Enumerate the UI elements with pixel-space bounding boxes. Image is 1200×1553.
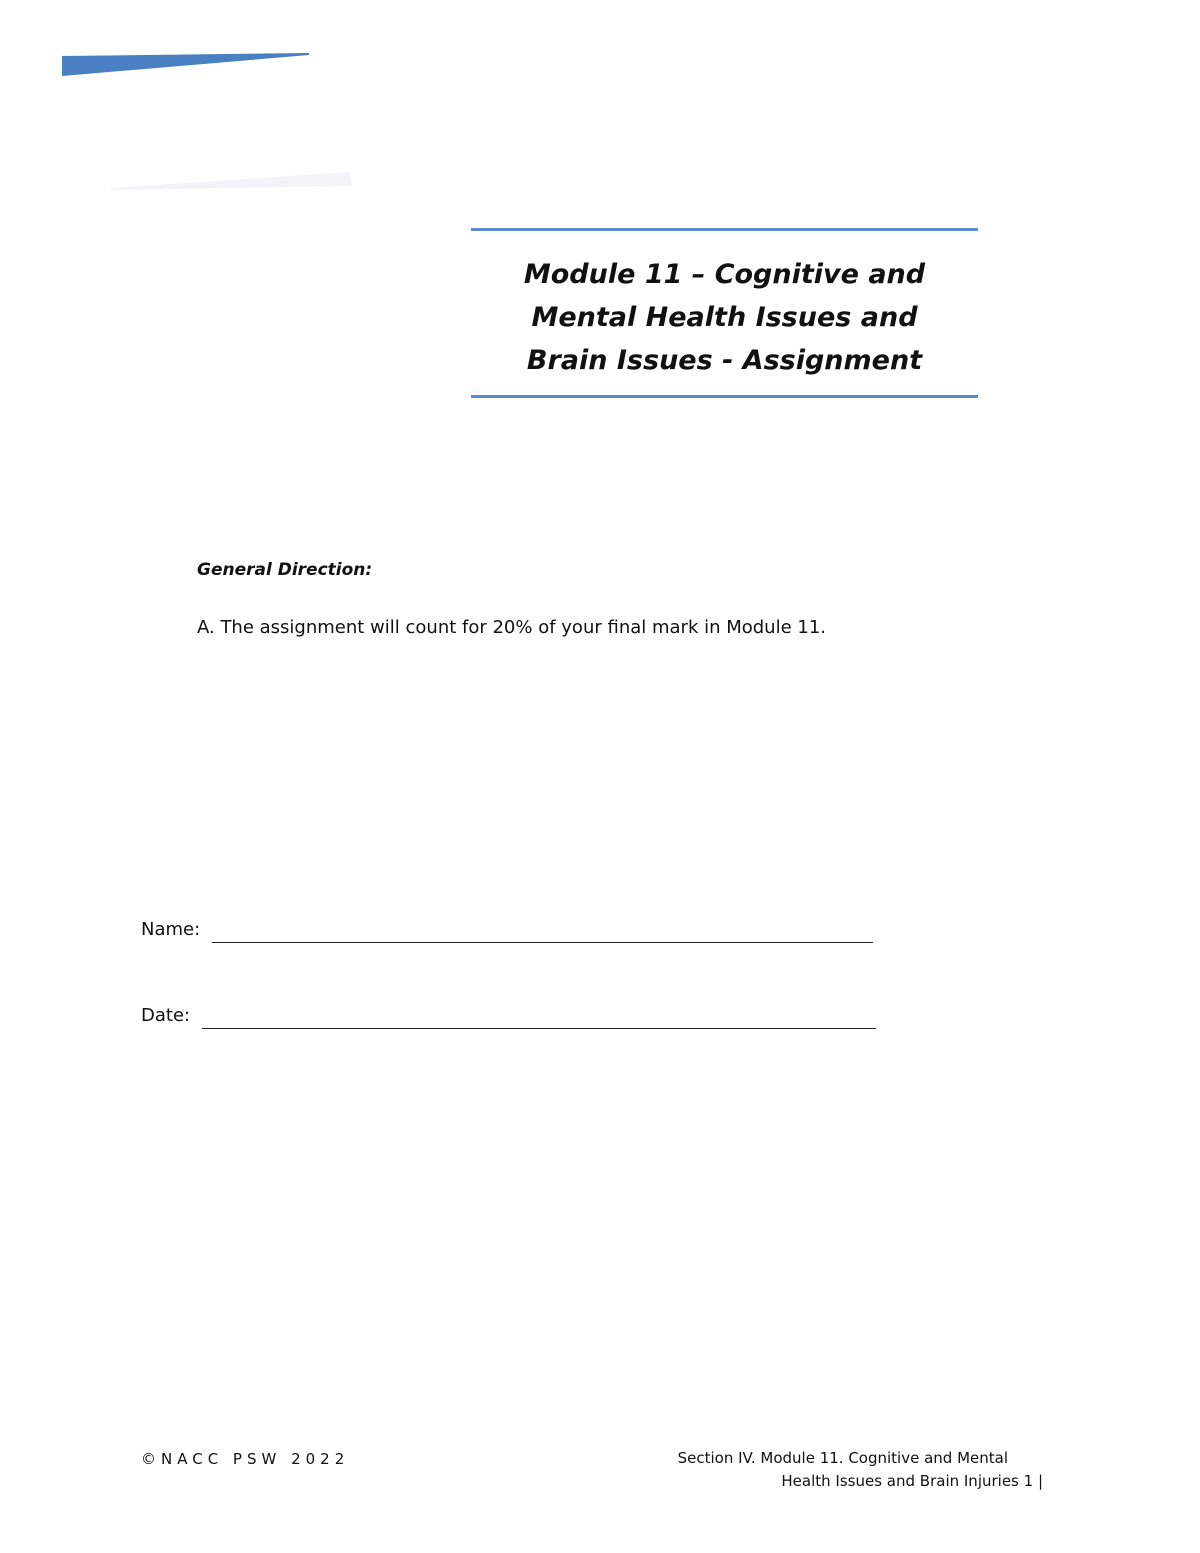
footer-section-line: Section IV. Module 11. Cognitive and Mental [677,1449,1008,1467]
header-banner-graphic [0,0,400,200]
document-title [471,253,978,382]
date-field-row [141,1003,876,1029]
footer-section-info [623,1447,1043,1493]
direction-item: A. The assignment will count for 20% of your final mark in Module 11. [197,617,827,638]
name-blank-line[interactable] [212,920,873,943]
footer-page-line: Health Issues and Brain Injuries 1 | [781,1472,1043,1490]
banner-stripe-shape [62,53,309,76]
banner-faint-stripe-shape [110,172,352,190]
name-field-row [141,917,873,943]
name-label: Name: [141,919,201,940]
title-line: Module 11 – Cognitive and [523,259,926,290]
title-box [471,228,978,398]
title-line: Brain Issues - Assignment [526,345,923,376]
general-direction-heading: General Direction: [197,560,373,580]
date-blank-line[interactable] [202,1006,876,1029]
title-line: Mental Health Issues and [531,302,918,333]
footer-copyright: ©NACC PSW 2022 [141,1450,350,1468]
date-label: Date: [141,1005,191,1026]
